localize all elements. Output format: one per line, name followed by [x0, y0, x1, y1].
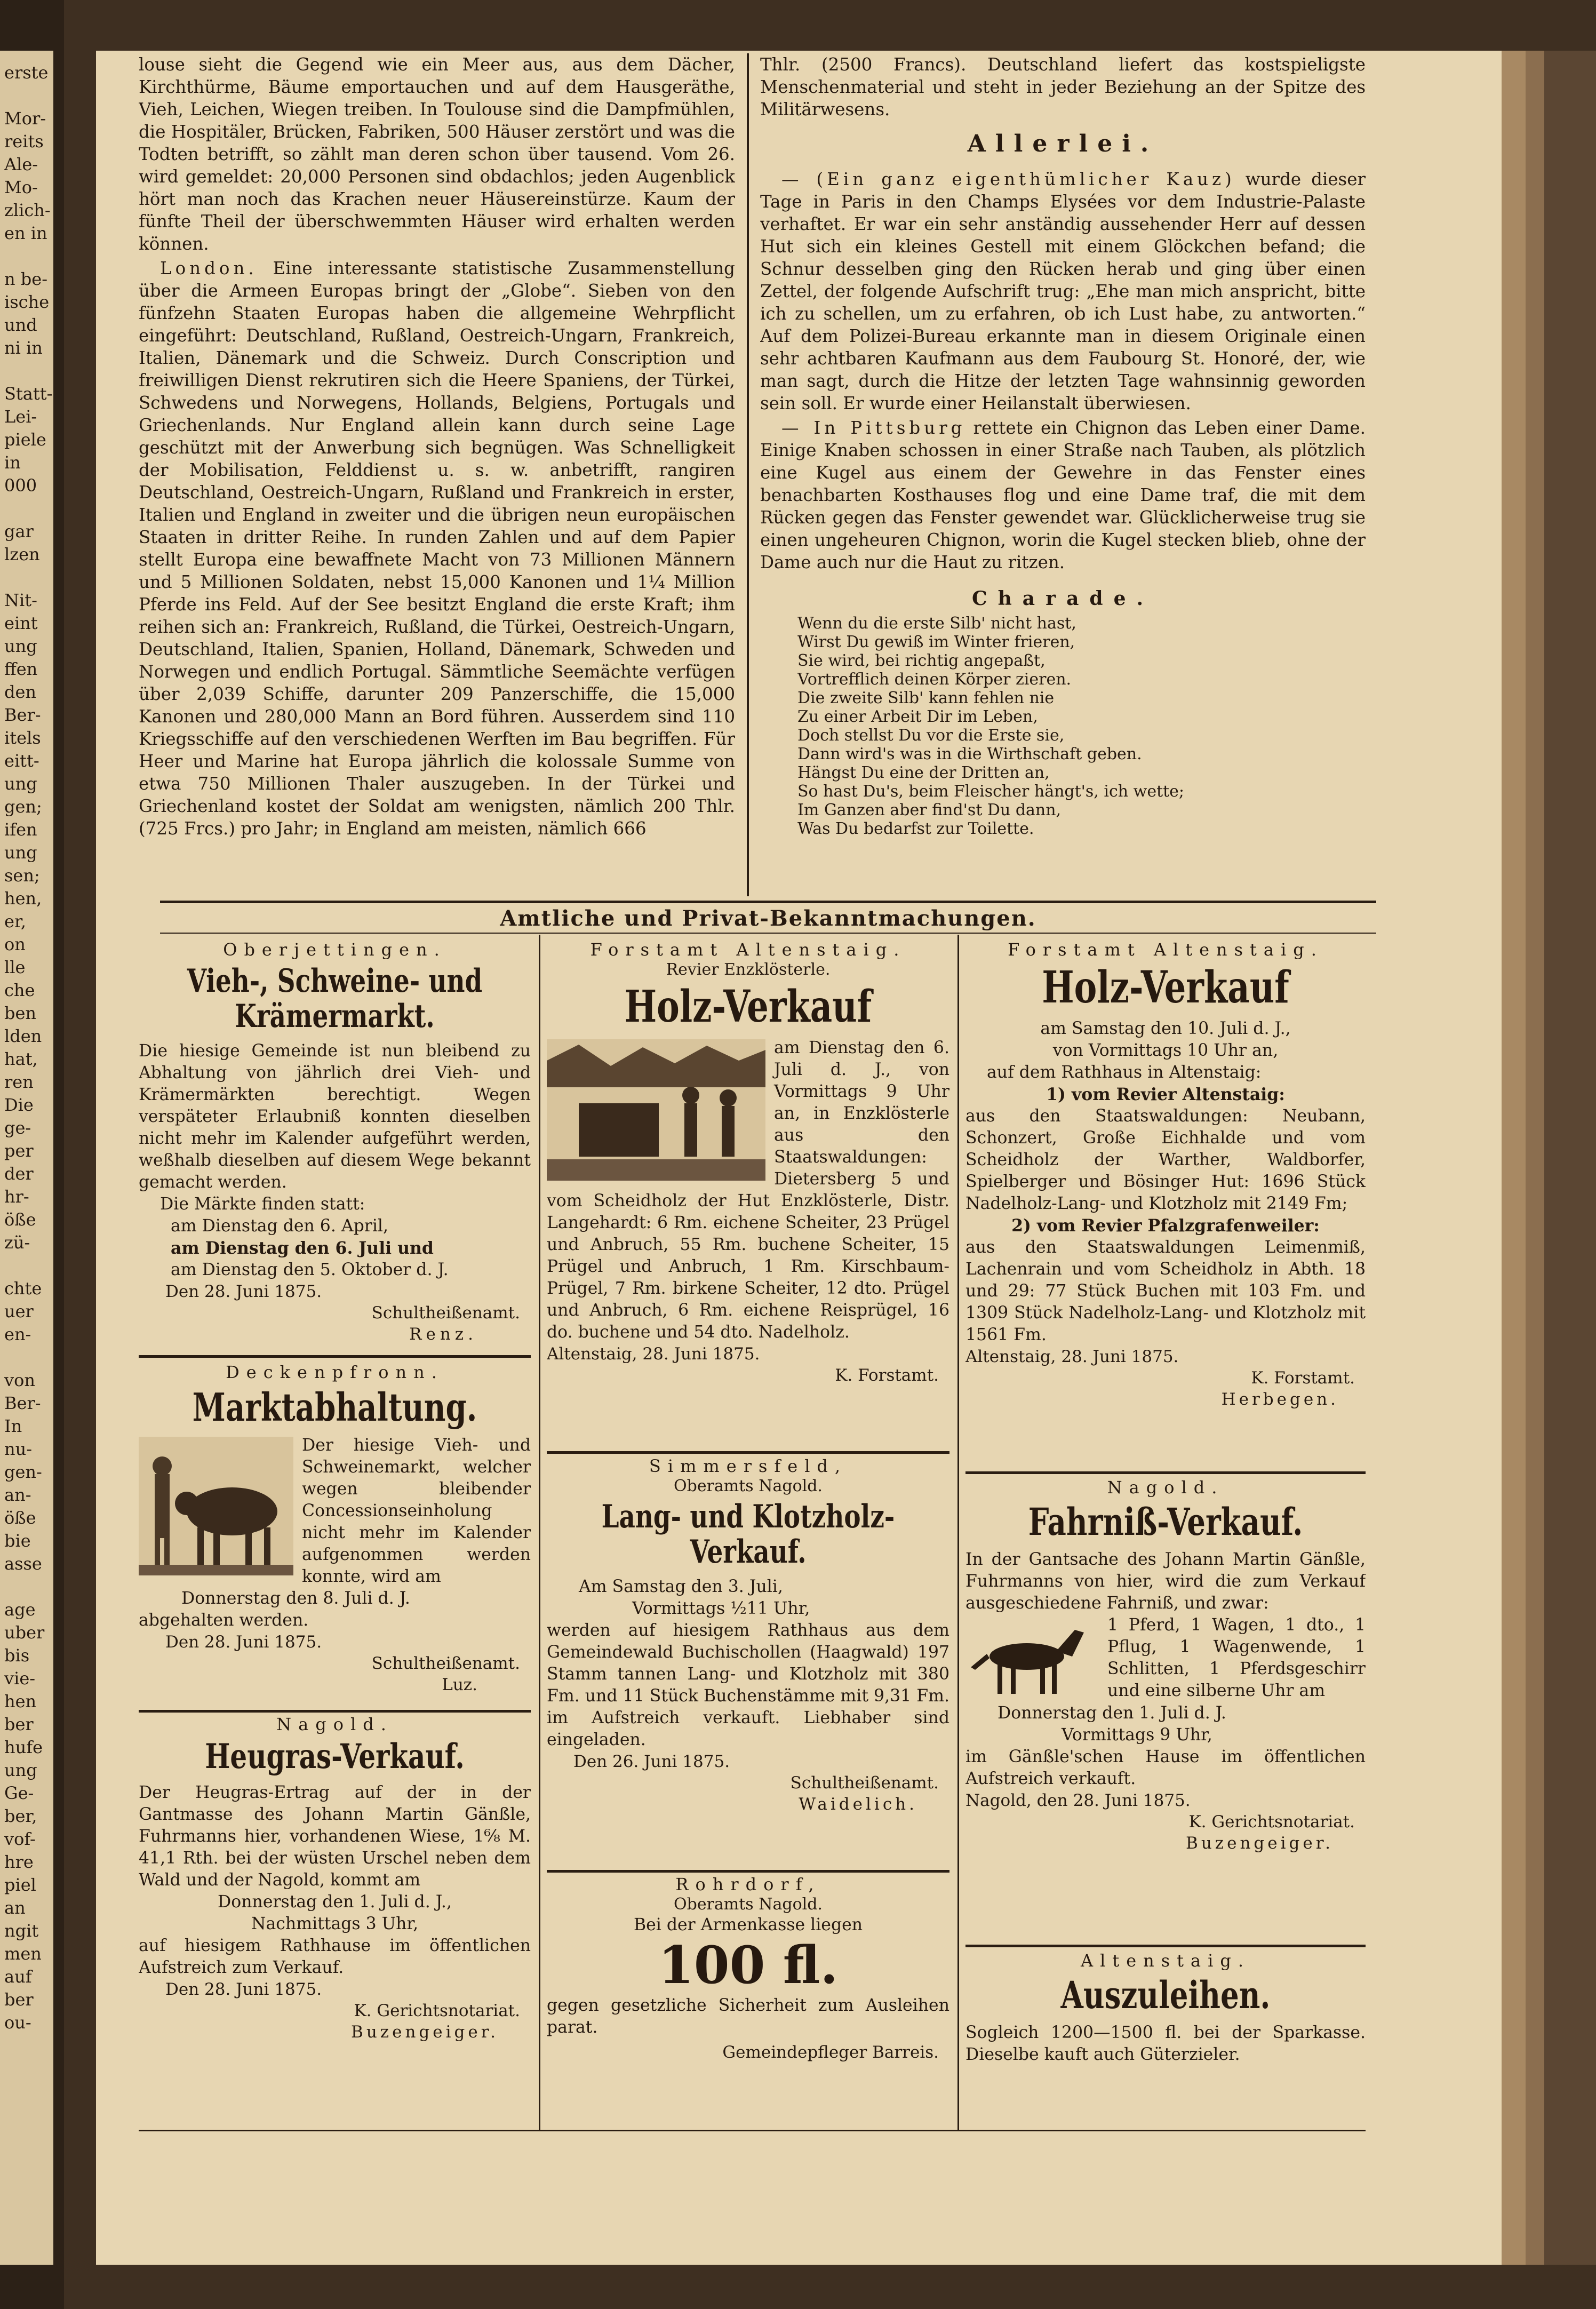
pittsburg-text: rettete ein Chignon das Leben einer Dame. Einige Knaben schossen in einer Straße nach Tauben, als plötzlich eine Kugel aus einem der Gewehre in das Fenster eines benachbarten Kosthauses flog und eine Dame traf, die mit dem Rücken gegen das Fenster gewendet war. Glücklicherweise trug sie einen ungeheuren Chignon, worin die Kugel stecken blieb, ohne der Dame auch nur die Haut zu ritzen.	[760, 418, 1366, 572]
ad-place: Nagold.	[1107, 1477, 1224, 1498]
ad-holzverkauf-altenstaig	[965, 939, 1366, 1472]
ad-column-rule	[957, 935, 959, 2130]
ad-divider	[547, 1870, 949, 1873]
article-column-1	[139, 53, 735, 896]
ad-title: Holz-Verkauf	[1042, 962, 1289, 1013]
ad-signature: Schultheißenamt.	[371, 1654, 520, 1674]
ad-line: am Dienstag den 6. Juli und	[171, 1238, 434, 1258]
article-column-2	[760, 53, 1366, 896]
ad-line: Vormittags ½11 Uhr,	[632, 1599, 810, 1618]
left-page-text: erste Mor- reits Ale- Mo- zlich- en in n be- ische und ni in Statt- Lei- piele in 000 gar lzen Nit- eint ung ffen den Ber- itels eitt- ung gen; ifen ung sen; hen, er, on lle che ben lden hat, ren Die ge- per der hr- öße zü- chte uer en- von Ber- In nu- gen- an- öße bie asse age uber bis vie- hen ber hufe ung Ge- ber, vof- hre piel an ngit men auf ber ou-	[4, 62, 53, 2033]
ad-date: Den 26. Juni 1875.	[573, 1752, 730, 1771]
ad-holzverkauf-enzkloesterle	[547, 939, 949, 1451]
ad-body: Die hiesige Gemeinde ist nun bleibend zu Abhaltung von jährlich drei Vieh- und Krämermärkten berechtigt. Wegen verspäteter Erlaubniß konnten dieselben nicht mehr im Kalender aufgeführt werden, weßhalb dieselben auf diesem Wege bekannt gemacht werden.	[139, 1041, 531, 1192]
ad-line: Donnerstag den 1. Juli d. J.,	[218, 1892, 452, 1912]
woodcutters-woodcut-image	[547, 1039, 765, 1181]
ad-place: Rohrdorf,	[675, 1874, 821, 1894]
ad-line: im Gänßle'schen Hause im öffentlichen Aufstreich verkauft.	[965, 1747, 1366, 1788]
ad-body: Der hiesige Vieh- und Schweinemarkt, welcher wegen bleibender Concessionseinholung nicht mehr im Kalender aufgenommen werden konnte, wird am	[302, 1436, 531, 1587]
pittsburg-lead: — In Pittsburg	[781, 418, 966, 438]
ad-title: Lang- und Klotzholz-Verkauf.	[601, 1498, 895, 1571]
page-edge	[1502, 51, 1526, 2265]
ad-line: Vormittags 9 Uhr,	[1062, 1725, 1212, 1745]
ad-line: am Dienstag den 5. Oktober d. J.	[171, 1260, 449, 1279]
pittsburg-article	[760, 417, 1366, 574]
ad-line: Nachmittags 3 Uhr,	[251, 1914, 419, 1934]
ad-date: Den 28. Juni 1875.	[165, 1633, 322, 1652]
ad-line: abgehalten werden.	[139, 1611, 309, 1630]
ad-marktabhaltung	[139, 1361, 531, 1708]
ad-date: Altenstaig, 28. Juni 1875.	[547, 1344, 760, 1364]
ad-signature: Buzengeiger.	[351, 2023, 499, 2042]
book-cover-edge	[1544, 51, 1596, 2265]
armies-article	[139, 257, 735, 840]
ad-place: Nagold.	[276, 1714, 393, 1734]
charade-poem: Wenn du die erste Silb' nicht hast, Wirst Du gewiß im Winter frieren, Sie wird, bei richtig angepaßt, Vortrefflich deinen Körper zieren. Die zweite Silb' kann fehlen nie Zu einer Arbeit Dir im Leben, Doch stellst Du vor die Erste sie, Dann wird's was in die Wirthschaft geben. Hängst Du eine der Dritten an, So hast Du's, beim Fleischer hängt's, ich wette; Im Ganzen aber find'st Du dann, Was Du bedarfst zur Toilette.	[797, 614, 1185, 838]
ad-divider	[547, 1451, 949, 1454]
page-edge	[1526, 51, 1544, 2265]
ad-signature: Waidelich.	[799, 1795, 917, 1814]
bottom-rule	[139, 2130, 1366, 2131]
banner-rule-bottom	[160, 933, 1376, 934]
armies-continued: Thlr. (2500 Francs). Deutschland liefert das kostspieligste Menschenmaterial und steht in jeder Beziehung an der Spitze des Militärwesens.	[760, 54, 1366, 120]
ad-signature: K. Forstamt.	[835, 1366, 939, 1386]
ad-title: Heugras-Verkauf.	[205, 1737, 465, 1777]
announcements-banner: Amtliche und Privat-Bekanntmachungen.	[500, 906, 1036, 931]
ad-vieh-markt	[139, 939, 531, 1355]
ad-body: aus den Staatswaldungen: Neubann, Schonzert, Große Eichhalde und vom Scheidholz der Warther, Waldborfer, Spielberger und Bösinger Hut: 1696 Stück Nadelholz-Lang- und Klotzholz mit 2149 Fm;	[965, 1106, 1366, 1214]
ad-subplace: Revier Enzklösterle.	[666, 960, 831, 979]
ad-line: am Samstag den 10. Juli d. J.,	[1040, 1019, 1291, 1039]
kauz-article	[760, 168, 1366, 415]
ad-signature: Renz.	[409, 1325, 477, 1344]
ad-column-rule	[539, 935, 540, 2130]
banner-rule-top	[160, 901, 1376, 903]
ad-title: Auszuleihen.	[1060, 1973, 1271, 2017]
cattle-woodcut-image	[139, 1437, 293, 1575]
ad-date: Den 28. Juni 1875.	[165, 1980, 322, 2000]
section-heading: Allerlei.	[967, 130, 1159, 157]
ad-line: Donnerstag den 1. Juli d. J.	[998, 1703, 1226, 1723]
ad-place: Forstamt Altenstaig.	[590, 939, 906, 960]
ad-body: Sogleich 1200—1500 fl. bei der Sparkasse. Dieselbe kauft auch Güterzieler.	[965, 2023, 1366, 2064]
ad-line: am Dienstag den 6. April,	[171, 1216, 389, 1236]
left-page-fragment	[0, 51, 53, 2265]
ad-divider	[965, 1945, 1366, 1947]
ad-auszuleihen	[965, 1950, 1366, 2126]
ad-rohrdorf	[547, 1874, 949, 2124]
ad-section: 2) vom Revier Pfalzgrafenweiler:	[1011, 1216, 1320, 1236]
ad-place: Altenstaig.	[1081, 1950, 1250, 1971]
ad-line: Donnerstag den 8. Juli d. J.	[181, 1589, 410, 1609]
kauz-lead: — (Ein ganz eigenthümlicher Kauz)	[781, 169, 1235, 189]
ad-line: auf hiesigem Rathhause im öffentlichen Aufstreich zum Verkauf.	[139, 1936, 531, 1978]
ad-place: Simmersfeld,	[649, 1456, 848, 1476]
ad-subplace: Oberamts Nagold.	[674, 1477, 823, 1495]
ad-line: auf dem Rathhaus in Altenstaig:	[987, 1063, 1262, 1082]
ad-signature: Herbegen.	[1221, 1390, 1339, 1410]
flood-report: louse sieht die Gegend wie ein Meer aus, aus dem Dächer, Kirchthürme, Bäume emportauchen und auf dem Hausgeräthe, Vieh, Leichen, Wiegen treiben. In Toulouse sind die Dampfmühlen, die Hospitäler, Brücken, Fabriken, 500 Häuser zerstört und was die Todten betrifft, so zählt man deren schon über tausend. Vom 26. wird gemeldet: 20,000 Personen sind obdachlos; jeden Augenblick hört man noch das Krachen neuer Häusereinstürze. Kaum der fünfte Theil der überschwemmten Häuser wird erhalten werden können.	[139, 54, 735, 254]
ad-line: Bei der Armenkasse liegen	[633, 1915, 863, 1934]
dateline: London.	[160, 258, 258, 278]
ad-date: Den 28. Juni 1875.	[165, 1282, 322, 1301]
ad-signature: K. Gerichtsnotariat.	[1188, 1812, 1355, 1832]
ad-place: Deckenpfronn.	[226, 1362, 444, 1382]
ad-title: Holz-Verkauf	[624, 981, 872, 1032]
ad-title: Marktabhaltung.	[192, 1384, 477, 1430]
ad-title: Vieh-, Schweine- und Krämermarkt.	[187, 962, 483, 1035]
kauz-text: wurde dieser Tage in Paris in den Champs Elysées vor dem Industrie-Palaste verhaftet. Er war ein sehr anständig aussehender Herr auf dessen Hut sich ein kleines Gestell mit einem Glöckchen befand; die Schnur desselben ging den Rücken herab und ging über einen Zettel, der folgende Aufschrift trug: „Ehe man mich anspricht, bitte ich zu schellen, um zu erfahren, ob ich Lust habe, zu antworten.“ Auf dem Polizei-Bureau erkannte man in diesem Originale einen sehr achtbaren Kaufmann aus dem Faubourg St. Honoré, der, wie man sagt, durch die Hitze der letzten Tage wahnsinnig geworden sein soll. Er wurde einer Heilanstalt überwiesen.	[760, 169, 1366, 413]
ad-body: am Dienstag den 6. Juli d. J., von Vormittags 9 Uhr an, in Enzklösterle aus den Staatswaldungen: Dietersberg 5 und vom Scheidholz der Hut Enzklösterle, Distr. Langehardt: 6 Rm. eichene Scheiter, 23 Prügel und Anbruch, 55 Rm. buchene Scheiter, 15 Prügel und Anbruch, 1 Rm. Kirschbaum-Prügel, 7 Rm. birkene Scheiter, 12 dto. Prügel und Anbruch, 6 Rm. eichene Reisprügel, 16 do. buchene und 54 dto. Nadelholz.	[547, 1038, 949, 1342]
ad-simmersfeld	[547, 1455, 949, 1872]
ad-signature: Schultheißenamt.	[371, 1303, 520, 1323]
ad-body: gegen gesetzliche Sicherheit zum Ausleihen parat.	[547, 1996, 949, 2037]
ad-body: werden auf hiesigem Rathhaus aus dem Gemeindewald Buchischollen (Haagwald) 197 Stamm tannen Lang- und Klotzholz mit 380 Fm. und 11 Stück Buchenstämme mit 9,31 Fm. im Aufstreich verkauft. Liebhaber sind eingeladen.	[547, 1621, 949, 1749]
ad-place: Oberjettingen.	[223, 939, 446, 960]
ad-heugras	[139, 1714, 531, 2132]
ad-place: Forstamt Altenstaig.	[1008, 939, 1323, 960]
ad-subplace: Oberamts Nagold.	[674, 1895, 823, 1914]
ad-line: Am Samstag den 3. Juli,	[579, 1577, 783, 1596]
ad-date: Nagold, den 28. Juni 1875.	[965, 1791, 1191, 1810]
ad-body: Der Heugras-Ertrag auf der in der Gantmasse des Johann Martin Gänßle, Fuhrmanns hier, vorhandenen Wiese, 1⁶⁄₈ M. 41,1 Rth. bei der wüsten Urschel neben dem Wald und der Nagold, kommt am	[139, 1783, 531, 1890]
ad-line: von Vormittags 10 Uhr an,	[1052, 1041, 1279, 1061]
ad-signature: Luz.	[442, 1675, 477, 1695]
ad-items: 1 Pferd, 1 Wagen, 1 dto., 1 Pflug, 1 Wagenwende, 1 Schlitten, 1 Pferdsgeschirr und eine silberne Uhr am	[1107, 1615, 1366, 1700]
armies-text: Eine interessante statistische Zusammenstellung über die Armeen Europas bringt der „Globe“. Sieben von den fünfzehn Staaten Europas haben die allgemeine Wehrpflicht eingeführt: Deutschland, Rußland, Oestreich-Ungarn, Frankreich, Italien, Dänemark und die Schweiz. Durch Conscription und freiwilligen Dienst rekrutiren sich die Heere Spaniens, der Türkei, Schwedens und Norwegens, Hollands, Belgiens, Portugals und Griechenlands. Nur England allein kann durch seine Lage geschützt mit der Anwerbung sich begnügen. Was Schnelligkeit der Mobilisation, Felddienst u. s. w. anbetrifft, rangiren Deutschland, Oestreich-Ungarn, Rußland und Frankreich in erster, Italien und England in zweiter und die übrigen neun europäischen Staaten in dritter Reihe. In runden Zahlen und auf dem Papier stellt Europa eine bewaffnete Macht von 73 Millionen Männern und 5 Millionen Soldaten, nebst 15,000 Kanonen und 1¼ Million Pferde ins Feld. Auf der See besitzt England die erste Kraft; ihm reihen sich an: Frankreich, Rußland, die Türkei, Oestreich-Ungarn, Deutschland, Italien, Spanien, Holland, Dänemark, Schweden und Norwegen und endlich Portugal. Sämmtliche Seemächte verfügen über 2,039 Schiffe, darunter 209 Panzerschiffe, die 15,000 Kanonen und 280,000 Mann an Bord führen. Ausserdem sind 110 Kriegsschiffe auf den verschiedenen Werften im Bau begriffen. Für Heer und Marine hat Europa jährlich die kolossale Summe von etwa 750 Millionen Thaler auszugeben. In der Türkei und Griechenland kostet der Soldat am wenigsten, nämlich 200 Thlr. (725 Frcs.) pro Jahr; in England am meisten, nämlich 666	[139, 258, 735, 839]
ad-fahrniss	[965, 1477, 1366, 1946]
ad-signature: Buzengeiger.	[1186, 1834, 1334, 1853]
ad-divider	[965, 1471, 1366, 1474]
ad-date: Altenstaig, 28. Juni 1875.	[965, 1347, 1179, 1367]
ad-divider	[139, 1355, 531, 1358]
ad-signature: K. Gerichtsnotariat.	[354, 2001, 520, 2021]
ad-line: Die Märkte finden statt:	[160, 1195, 365, 1214]
charade-heading: Charade.	[971, 587, 1154, 610]
horse-woodcut-image	[965, 1617, 1099, 1699]
ad-amount: 100 fl.	[658, 1935, 839, 1995]
ad-signature: K. Forstamt.	[1251, 1368, 1355, 1388]
ad-body: In der Gantsache des Johann Martin Gänßle, Fuhrmanns von hier, wird die zum Verkauf ausgeschiedene Fahrniß, und zwar:	[965, 1550, 1366, 1613]
ad-title: Fahrniß-Verkauf.	[1028, 1500, 1303, 1544]
ad-divider	[139, 1710, 531, 1713]
ad-signature: Schultheißenamt.	[790, 1773, 939, 1793]
ad-signature: Gemeindepfleger Barreis.	[722, 2043, 939, 2062]
ad-section: 1) vom Revier Altenstaig:	[1046, 1085, 1285, 1105]
ad-body: aus den Staatswaldungen Leimenmiß, Lachenrain und vom Scheidholz in Abth. 18 und 29: 77 Stück Buchen mit 103 Fm. und 1309 Stück Nadelholz-Lang- und Klotzholz mit 1561 Fm.	[965, 1238, 1366, 1345]
column-rule	[747, 53, 749, 896]
